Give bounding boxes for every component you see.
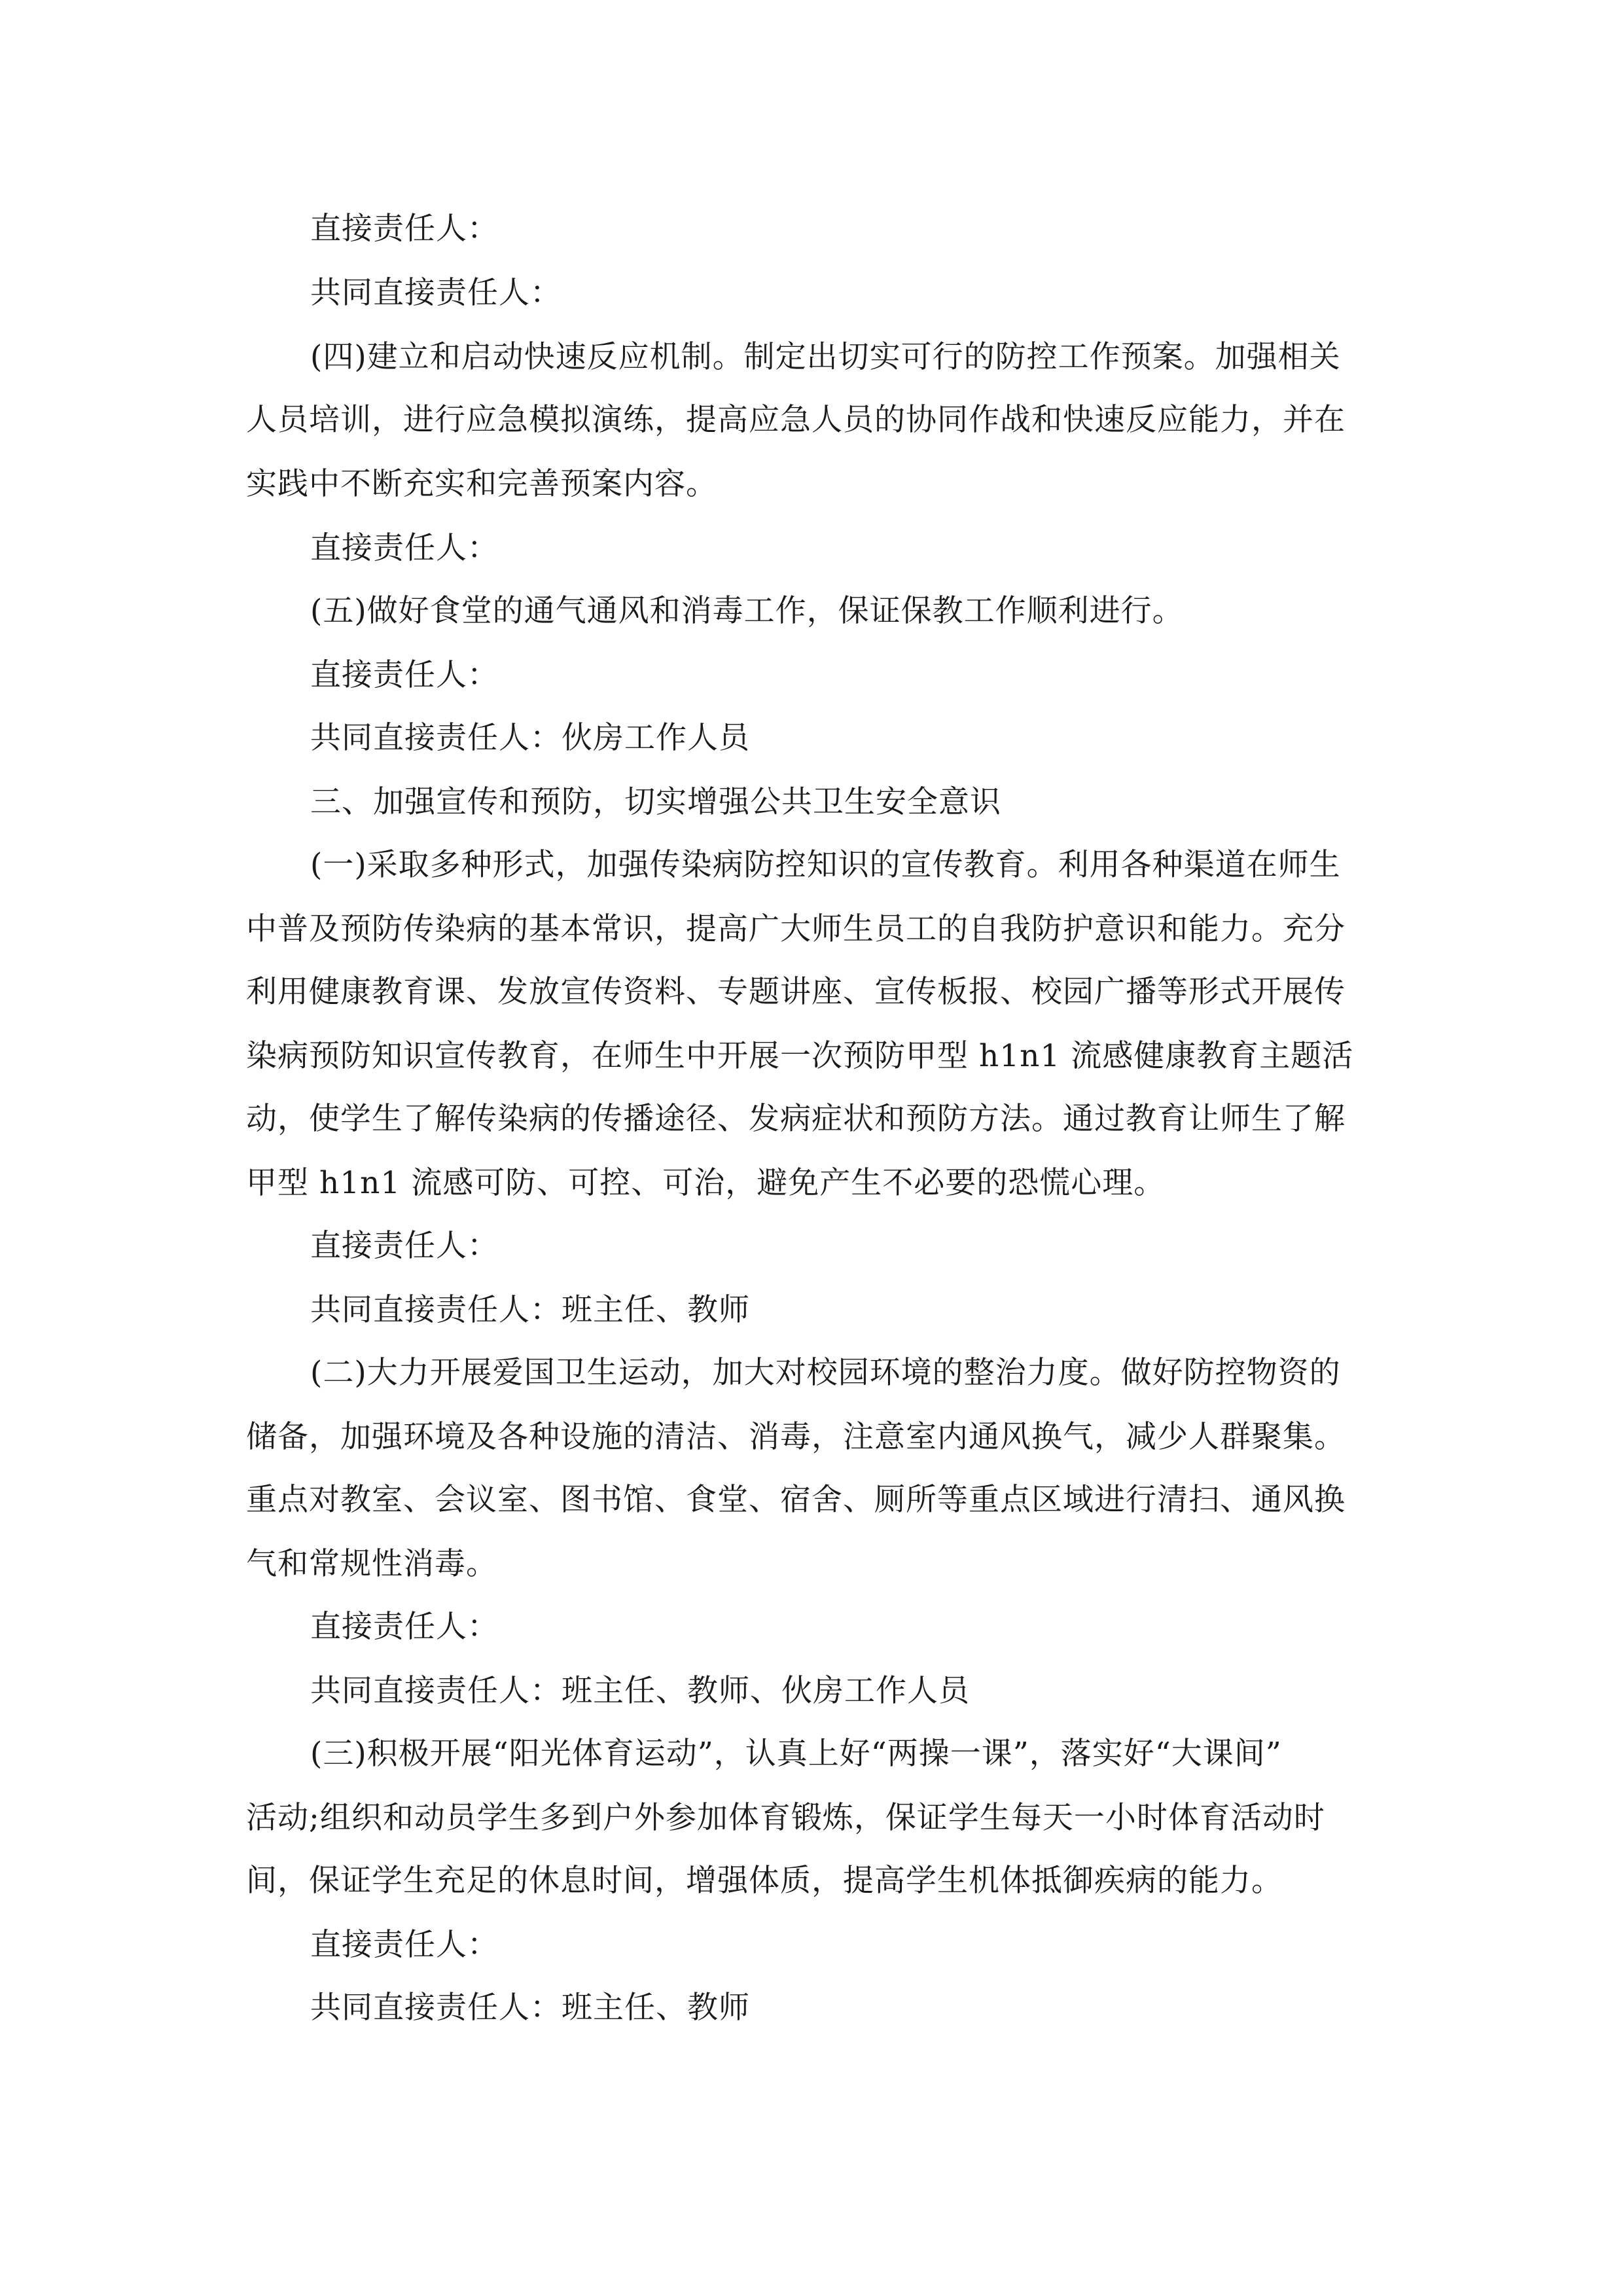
text-line: 实践中不断充实和完善预案内容。 xyxy=(246,466,717,502)
text-line: 利用健康教育课、发放宣传资料、专题讲座、宣传板报、校园广播等形式开展传 xyxy=(246,974,1346,1010)
text-line: (二)大力开展爱国卫生运动，加大对校园环境的整治力度。做好防控物资的 xyxy=(310,1355,1341,1391)
text-line: 直接责任人： xyxy=(310,657,499,693)
text-line: 直接责任人： xyxy=(310,211,499,247)
text-line: 直接责任人： xyxy=(310,1228,499,1264)
text-line: 染病预防知识宣传教育，在师生中开展一次预防甲型 h1n1 流感健康教育主题活 xyxy=(246,1038,1354,1074)
text-line: 直接责任人： xyxy=(310,1927,499,1963)
section-heading: 三、加强宣传和预防，切实增强公共卫生安全意识 xyxy=(310,784,1001,820)
text-line: 直接责任人： xyxy=(310,1609,499,1645)
text-line: 重点对教室、会议室、图书馆、食堂、宿舍、厕所等重点区域进行清扫、通风换 xyxy=(246,1482,1346,1518)
text-line: (一)采取多种形式，加强传染病防控知识的宣传教育。利用各种渠道在师生 xyxy=(310,847,1341,883)
text-line: 储备，加强环境及各种设施的清洁、消毒，注意室内通风换气，减少人群聚集。 xyxy=(246,1419,1346,1455)
text-line: (五)做好食堂的通气通风和消毒工作，保证保教工作顺利进行。 xyxy=(310,593,1184,629)
text-line: 动，使学生了解传染病的传播途径、发病症状和预防方法。通过教育让师生了解 xyxy=(246,1101,1346,1137)
text-line: (四)建立和启动快速反应机制。制定出切实可行的防控工作预案。加强相关 xyxy=(310,339,1341,375)
text-line: 甲型 h1n1 流感可防、可控、可治，避免产生不必要的恐慌心理。 xyxy=(246,1165,1166,1201)
text-line: 中普及预防传染病的基本常识，提高广大师生员工的自我防护意识和能力。充分 xyxy=(246,911,1346,947)
text-line: 共同直接责任人：伙房工作人员 xyxy=(310,720,750,756)
text-line: (三)积极开展“阳光体育运动”，认真上好“两操一课”，落实好“大课间” xyxy=(310,1736,1282,1772)
text-line: 共同直接责任人：班主任、教师 xyxy=(310,1292,750,1328)
text-line: 共同直接责任人： xyxy=(310,275,562,311)
text-line: 共同直接责任人：班主任、教师、伙房工作人员 xyxy=(310,1673,970,1709)
text-line: 人员培训，进行应急模拟演练，提高应急人员的协同作战和快速反应能力，并在 xyxy=(246,402,1346,438)
text-line: 直接责任人： xyxy=(310,530,499,566)
text-line: 间，保证学生充足的休息时间，增强体质，提高学生机体抵御疾病的能力。 xyxy=(246,1863,1283,1899)
text-line: 共同直接责任人：班主任、教师 xyxy=(310,1990,750,2026)
text-line: 活动;组织和动员学生多到户外参加体育锻炼，保证学生每天一小时体育活动时 xyxy=(246,1800,1325,1836)
text-line: 气和常规性消毒。 xyxy=(246,1546,497,1582)
